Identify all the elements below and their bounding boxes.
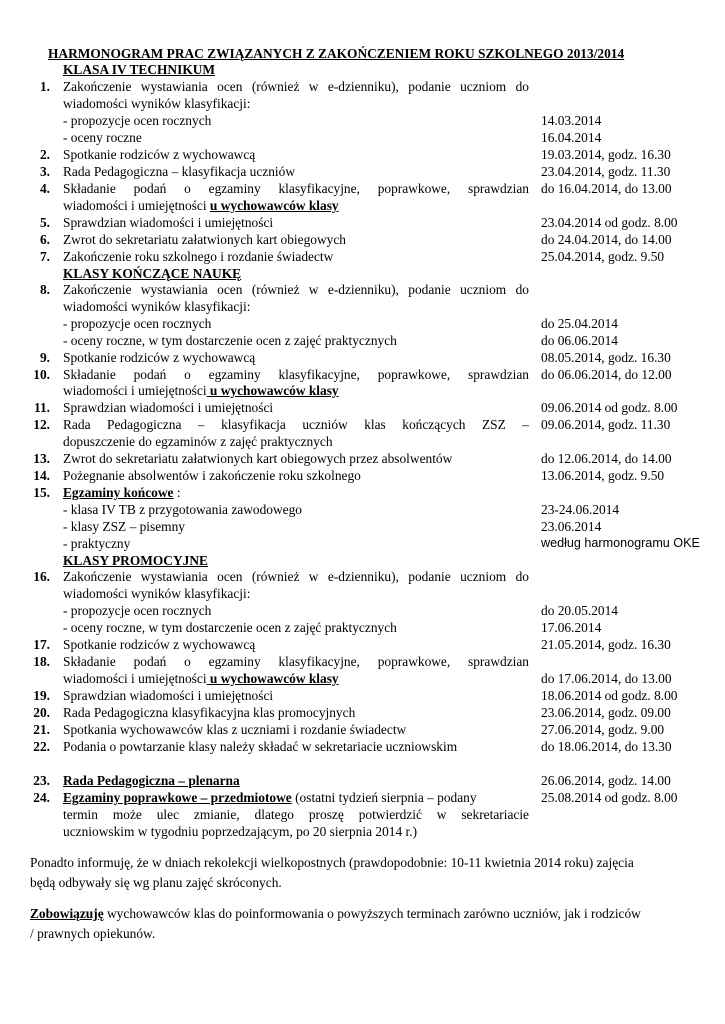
date: 17.06.2014	[541, 620, 602, 635]
list-item-cont: wiadomości i umiejętności u wychowawców klasy	[63, 198, 339, 213]
date: 23.04.2014, godz. 11.30	[541, 164, 671, 179]
date: według harmonogramu OKE	[541, 536, 700, 550]
list-item: 13. Zwrot do sekretariatu załatwionych kart obiegowych przez absolwentów do 12.06.2014, do 14.00	[33, 451, 672, 466]
info-paragraph: Ponadto informuję, że w dniach rekolekcji wielkopostnych (prawdopodobnie: 10-11 kwietnia 2014 roku) zajęcia będą odbywały się wg planu zajęć skróconych.	[30, 855, 634, 890]
list-item-cont: - oceny roczne, w tym dostarczenie ocen z zajęć praktycznych do 06.06.2014	[63, 333, 618, 348]
list-item: 22. Podania o powtarzanie klasy należy składać w sekretariacie uczniowskim do 18.06.2014, do 13.30	[33, 739, 672, 754]
list-item: 16. Zakończenie wystawiania ocen (również w e-dzienniku), podanie uczniom do	[33, 569, 529, 584]
list-item-cont: uczniowskim w tygodniu poprzedzającym, po 20 sierpnia 2014 r.)	[63, 824, 418, 839]
date: 19.03.2014, godz. 16.30	[541, 147, 671, 162]
list-item: 2. Spotkanie rodziców z wychowawcą 19.03.2014, godz. 16.30	[39, 147, 671, 162]
date: 21.05.2014, godz. 16.30	[541, 637, 671, 652]
date: do 17.06.2014, do 13.00	[541, 671, 672, 686]
list-item: 21. Spotkania wychowawców klas z uczniami i rozdanie świadectw 27.06.2014, godz. 9.00	[33, 722, 665, 737]
date: 26.06.2014, godz. 14.00	[541, 773, 671, 788]
list-item-cont: wiadomości wyników klasyfikacji:	[63, 586, 251, 601]
section-heading: KLASY KOŃCZĄCE NAUKĘ	[63, 266, 242, 281]
list-item: 24. Egzaminy poprawkowe – przedmiotowe (ostatni tydzień sierpnia – podany 25.08.2014 od godz. 8.00	[33, 790, 678, 805]
date: do 18.06.2014, do 13.30	[541, 739, 672, 754]
list-item: 9. Spotkanie rodziców z wychowawcą 08.05.2014, godz. 16.30	[39, 350, 671, 365]
date: 23.06.2014, godz. 09.00	[541, 705, 671, 720]
list-item-cont: termin może ulec zmianie, dlatego proszę potwierdzić w sekretariacie	[63, 807, 529, 822]
list-item: 15. Egzaminy końcowe :	[33, 485, 181, 500]
date: 16.04.2014	[541, 130, 602, 145]
date: do 16.04.2014, do 13.00	[541, 181, 672, 196]
date: 23.06.2014	[541, 519, 602, 534]
list-item: 1. Zakończenie wystawiania ocen (również w e-dzienniku), podanie uczniom do	[39, 79, 529, 94]
date: 13.06.2014, godz. 9.50	[541, 468, 665, 483]
date: 08.05.2014, godz. 16.30	[541, 350, 671, 365]
list-item-cont: - oceny roczne, w tym dostarczenie ocen z zajęć praktycznych 17.06.2014	[63, 620, 602, 635]
date: 27.06.2014, godz. 9.00	[541, 722, 665, 737]
date: 09.06.2014 od godz. 8.00	[541, 400, 678, 415]
list-item: 7. Zakończenie roku szkolnego i rozdanie świadectw 25.04.2014, godz. 9.50	[39, 249, 665, 264]
date: 23.04.2014 od godz. 8.00	[541, 215, 678, 230]
date: 25.08.2014 od godz. 8.00	[541, 790, 678, 805]
date: 25.04.2014, godz. 9.50	[541, 249, 665, 264]
date: do 20.05.2014	[541, 603, 618, 618]
list-item-cont: - klasa IV TB z przygotowania zawodowego 23-24.06.2014	[63, 502, 620, 517]
date: do 06.06.2014	[541, 333, 618, 348]
obligation-paragraph: Zobowiązuję wychowawców klas do poinformowania o powyższych terminach zarówno uczniów, jak i rodziców / prawnych opiekunów.	[30, 906, 641, 941]
list-item-cont: wiadomości wyników klasyfikacji:	[63, 96, 251, 111]
section-heading: KLASA IV TECHNIKUM	[63, 62, 216, 77]
list-item: 12. Rada Pedagogiczna – klasyfikacja uczniów klas kończących ZSZ – 09.06.2014, godz. 11.30	[33, 417, 671, 432]
list-item: 18. Składanie podań o egzaminy klasyfikacyjne, poprawkowe, sprawdzian	[33, 654, 529, 669]
section-heading: KLASY PROMOCYJNE	[63, 553, 208, 568]
list-item: 20. Rada Pedagogiczna klasyfikacyjna klas promocyjnych 23.06.2014, godz. 09.00	[33, 705, 671, 720]
list-item: 8. Zakończenie wystawiania ocen (również w e-dzienniku), podanie uczniom do	[39, 282, 529, 297]
list-item: 3. Rada Pedagogiczna – klasyfikacja uczniów 23.04.2014, godz. 11.30	[39, 164, 671, 179]
date: 09.06.2014, godz. 11.30	[541, 417, 671, 432]
list-item-cont: - praktyczny według harmonogramu OKE	[63, 536, 700, 551]
list-item-cont: - oceny roczne 16.04.2014	[63, 130, 602, 145]
date: do 25.04.2014	[541, 316, 618, 331]
list-item-cont: - propozycje ocen rocznych do 25.04.2014	[63, 316, 618, 331]
date: 18.06.2014 od godz. 8.00	[541, 688, 678, 703]
list-item: 17. Spotkanie rodziców z wychowawcą 21.05.2014, godz. 16.30	[33, 637, 671, 652]
list-item-cont: - klasy ZSZ – pisemny 23.06.2014	[63, 519, 602, 534]
list-item: 5. Sprawdzian wiadomości i umiejętności 23.04.2014 od godz. 8.00	[39, 215, 678, 230]
list-item: 11. Sprawdzian wiadomości i umiejętności 09.06.2014 od godz. 8.00	[34, 400, 678, 415]
list-item: 14. Pożegnanie absolwentów i zakończenie roku szkolnego 13.06.2014, godz. 9.50	[33, 468, 665, 483]
list-item-cont: - propozycje ocen rocznych 14.03.2014	[63, 113, 602, 128]
list-item: 6. Zwrot do sekretariatu załatwionych kart obiegowych do 24.04.2014, do 14.00	[39, 232, 672, 247]
list-item: 10. Składanie podań o egzaminy klasyfikacyjne, poprawkowe, sprawdzian do 06.06.2014, do 12.00	[33, 367, 672, 382]
list-item-cont: dopuszczenie do egzaminów z zajęć praktycznych	[63, 434, 333, 449]
list-item: 4. Składanie podań o egzaminy klasyfikacyjne, poprawkowe, sprawdzian do 16.04.2014, do 13.00	[39, 181, 672, 196]
list-item-cont: wiadomości i umiejętności u wychowawców klasy do 17.06.2014, do 13.00	[63, 671, 672, 686]
date: do 24.04.2014, do 14.00	[541, 232, 672, 247]
date: 23-24.06.2014	[541, 502, 620, 517]
date: 14.03.2014	[541, 113, 602, 128]
list-item: 19. Sprawdzian wiadomości i umiejętności 18.06.2014 od godz. 8.00	[33, 688, 678, 703]
list-item-cont: wiadomości i umiejętności u wychowawców klasy	[63, 383, 339, 398]
document-title: HARMONOGRAM PRAC ZWIĄZANYCH Z ZAKOŃCZENIEM ROKU SZKOLNEGO 2013/2014	[48, 46, 625, 61]
list-item: 23. Rada Pedagogiczna – plenarna 26.06.2014, godz. 14.00	[33, 773, 671, 788]
date: do 12.06.2014, do 14.00	[541, 451, 672, 466]
list-item-cont: - propozycje ocen rocznych do 20.05.2014	[63, 603, 618, 618]
date: do 06.06.2014, do 12.00	[541, 367, 672, 382]
list-item-cont: wiadomości wyników klasyfikacji:	[63, 299, 251, 314]
